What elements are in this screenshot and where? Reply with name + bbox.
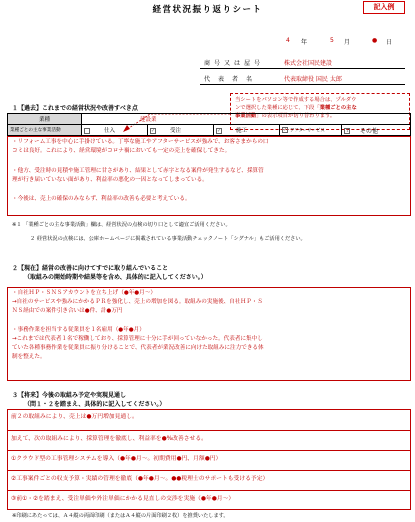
checkbox-icon[interactable]: [84, 128, 90, 134]
day-value[interactable]: ●: [372, 37, 378, 44]
callout-line-1: 当シートをパソコン等で作成する場合は、プルダウ: [235, 97, 357, 103]
section3-rule: [7, 450, 411, 451]
trade-name-label: 商号又は屋号: [204, 60, 265, 67]
callout-line-2: ンで選択した業種に応じて、下段「業種ごとの主な: [235, 105, 357, 111]
print-footnote: ※印刷にあたっては、Ａ４縦の両面印刷（またはＡ４縦の片面印刷２枚）を推奨いたします。: [12, 513, 229, 519]
activities-label: 業種ごとの主な事業活動: [8, 125, 82, 136]
section1-paragraph-2: コミは良好。これにより、経営環境がコロナ禍においても一定の売上を確保してきた。: [12, 148, 231, 154]
section2-paragraph-6: ていた各種事務作業を従業員に振り分けることで、代表者が業況改善に向けた取組みに注力できる体: [12, 345, 264, 351]
callout-line-3: 事業活動」の表示項目が切り替わります。: [235, 113, 336, 119]
section1-paragraph-5: ・今後は、売上の確保のみならず、利益率の改善も必要と考えている。: [12, 196, 191, 202]
activity-purchase[interactable]: 仕入: [82, 125, 148, 136]
section1-footnote-1: ※１ 「業種ごとの主な事業活動」欄は、経営状況の点検の切り口として適宜ご活用ください。: [12, 222, 231, 228]
section2-paragraph-3: ＮＳ経由での案件引き合いは●件、計●万円: [12, 308, 123, 314]
section3-row-3: ①クラウド型の工事管理システムを導入（●年●月〜。初期費用●円、月額●円）: [11, 456, 222, 462]
section3-row-2: 加えて、次の取組みにより、採算管理を徹底し、利益率を●%改善させる。: [11, 436, 207, 442]
section1-heading: １【過去】これまでの経営状況や改善すべき点: [12, 105, 138, 112]
industry-label: 業種: [8, 114, 82, 125]
activity-other[interactable]: １ その他: [342, 125, 411, 136]
section2-paragraph-5: →これまでは代表者１名で稼働しており、採算管理に十分に手が回っていなかった。代表者に集中し: [12, 336, 263, 342]
activity-aftercare[interactable]: ✓ アフターサービス: [280, 125, 342, 136]
checkbox-checked-icon[interactable]: ✓: [217, 127, 222, 134]
industry-select[interactable]: 建設業: [82, 114, 411, 125]
month-value[interactable]: 5: [330, 37, 334, 44]
section2-heading: ２【現在】経営の改善に向けてすでに取り組んでいること: [12, 265, 169, 272]
section2-paragraph-1: ・自社ＨＰ・ＳＮＳアカウントを立ち上げ（●年●月〜）: [12, 290, 156, 296]
section1-footnote-2: ２ 経営状況の点検には、公庫ホームページに掲載されている事業活動チェックノート「シグナル」もご活用ください。: [30, 236, 306, 242]
section3-row-4: ②工事案件ごとの収支予算・実績の管理を徹底（●年●月〜。●●税理士のサポートも受ける予定）: [11, 476, 269, 482]
section3-row-5: ③前①・②を踏まえ、受注単価や外注単価にかかる見直しの交渉を実施（●年●月〜）: [11, 496, 235, 502]
representative-underline: [200, 84, 405, 85]
year-unit: 年: [301, 39, 308, 46]
checkbox-checked-icon[interactable]: ✓: [283, 126, 288, 133]
section3-row-1: 前２の取組みにより、売上は●万円増加見通し。: [11, 414, 138, 420]
section1-paragraph-3: ・他方、受注時の見積や施工管理に甘さがあり、結果として赤字となる案件が発生するなど、採算管: [12, 168, 264, 174]
page-title: 経営状況振り返りシート: [152, 5, 263, 15]
activity-order[interactable]: ✓ 受注: [148, 125, 214, 136]
representative-value[interactable]: 代表取締役 国民 太郎: [284, 76, 342, 83]
section1-paragraph-4: 理が行き届いていない面があり、利益率の悪化の一因となってしまっている。: [12, 177, 208, 183]
checkbox-checked-icon[interactable]: ✓: [151, 127, 156, 134]
representative-label: 代表者名: [204, 76, 261, 83]
industry-table: [7, 113, 411, 136]
section3-rule: [7, 470, 411, 471]
section2-paragraph-4: ・事務作業を担当する従業員を１名雇用（●年●月）: [12, 327, 145, 333]
section2-paragraph-2: →自社のサービスや強みにかかるＰＲを強化し、売上の増加を図る。取組みの実施後、自社ＨＰ・Ｓ: [12, 299, 263, 305]
section3-subheading: （問１・２を踏まえ、具体的に記入してください。）: [24, 401, 166, 408]
activity-construction[interactable]: ✓ 施工: [214, 125, 280, 136]
month-unit: 月: [344, 39, 351, 46]
section2-paragraph-7: 制を整えた。: [12, 354, 46, 360]
year-value[interactable]: 4: [286, 37, 290, 44]
section3-heading: ３【将来】今後の取組み予定や実現見通し: [12, 392, 127, 399]
trade-name-value[interactable]: 株式会社国民建設: [284, 60, 333, 67]
section2-subheading: （取組みの開始時期や結果等を含め、具体的に記入してください。）: [24, 274, 207, 281]
checkbox-excl-icon[interactable]: １: [345, 128, 351, 134]
sample-stamp: 記入例: [363, 1, 405, 14]
day-unit: 日: [386, 39, 393, 46]
section1-paragraph-1: ・リフォーム工事を中心に手掛けている。丁寧な施工やアフターサービスが強みで、お客さまからの口: [12, 139, 269, 145]
section3-rule: [7, 430, 411, 431]
trade-name-underline: [200, 68, 405, 69]
section3-rule: [7, 490, 411, 491]
